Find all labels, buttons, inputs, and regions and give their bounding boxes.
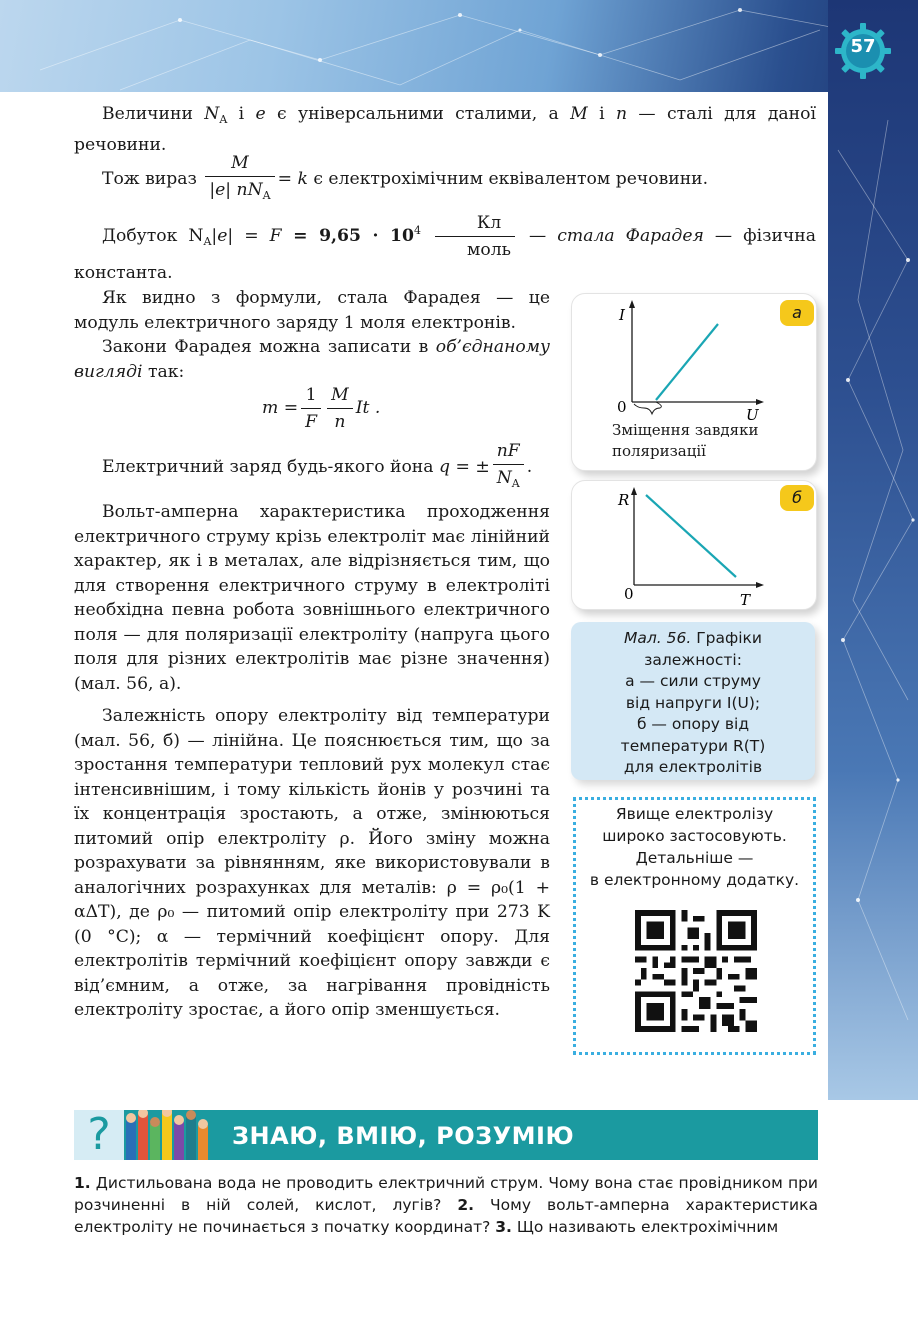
banner-title: ЗНАЮ, ВМІЮ, РОЗУМІЮ	[232, 1122, 575, 1150]
formula-unit: $\frac{Кл}{\text{моль}}$	[435, 212, 515, 261]
figure-caption: Мал. 56. Графіки залежності: а — сили струму від напруги I(U); б — опору від температури R(T) для електролітів	[571, 622, 815, 780]
graph-b-origin: 0	[624, 585, 634, 603]
graph-b-x-label: T	[740, 591, 751, 609]
question-mark-icon: ?	[87, 1109, 111, 1160]
caption-label: Мал. 56.	[623, 629, 692, 647]
paragraph-combined-law: Закони Фарадея можна записати в об’єднаному вигляді так:	[74, 337, 550, 382]
graph-current-voltage	[571, 293, 817, 471]
paragraph-universal-constants: Величини $N_A$ і e є універсальними сталими, а M і n — сталі для даної речовини.	[74, 104, 816, 155]
graph-a-origin: 0	[617, 398, 627, 416]
graph-a-note: Зміщення завдяки поляризації	[612, 421, 759, 460]
graph-a-x-label: U	[746, 406, 759, 424]
paragraph-electrochemical-equivalent: Тож вираз $\frac{M}{|e| nN_A}$ = k є електрохімічним еквівалентом речовини.	[102, 152, 816, 207]
graph-b-y-label: R	[618, 491, 630, 509]
graph-resistance-temperature	[571, 480, 817, 610]
paragraph-faraday-constant: Добуток $N_A|e| = F = 9,65 \cdot 10^4$ $\frac{Кл}{\text{моль}}$ — стала Фарадея — фізична константа.	[74, 213, 816, 283]
page-number: 57	[850, 36, 876, 57]
formula-equivalent: $\frac{M}{|e| nN_A}$	[205, 152, 274, 207]
paragraph-ion-charge: Електричний заряд будь-якого йона q = ± $\frac{nF}{N_A}$ .	[102, 441, 533, 490]
electronic-supplement-note: Явище електролізу широко застосовують. Детальніше — в електронному додатку.	[573, 797, 816, 1055]
side-background	[828, 0, 918, 1100]
graph-a-offset-bracket	[634, 402, 661, 414]
review-questions: 1. Дистильована вода не проводить електричний струм. Чому вона стає провідником при розчиненні в ній солей, кислот, лугів? 2. Чому вольт-амперна характеристика електроліту не починається з початку координат? 3. Що називають електрохімічним	[74, 1174, 818, 1236]
graph-a-line	[656, 324, 718, 400]
graph-b-line	[646, 495, 736, 577]
graph-a-y-label: I	[619, 306, 625, 324]
paragraph-resistance-temperature: Залежність опору електроліту від температури (мал. 56, б) — лінійна. Це пояснюється тим, що за зростання температури тепловий рух молекул стає інтенсивнішим, і тому кількість йонів у розчині та їх концентрація зростають, а отже, змінюються питомий опір електроліту ρ. Його зміну можна розрахувати за рівнянням, яке використовували в аналогічних розрахунках для металів: ρ = ρ₀(1 + αΔT), де ρ₀ — питомий опір електроліту при 273 K (0 °C); α — термічний коефіцієнт опору. Для електролітів термічний коефіцієнт опору завжди є від’ємним, а отже, за нагрівання провідність електроліту зростає, а його опір зменшується.	[74, 706, 550, 1020]
formula-faraday-law: m = $\frac{1}{F}$ $\frac{M}{n}$ It .	[262, 385, 381, 432]
paragraph-volt-ampere: Вольт-амперна характеристика проходження електричного струму крізь електроліт має лінійний характер, як і в металах, але відрізняється тим, що для створення електричного струму в електроліті необхідна певна робота зовнішнього електричного поля — для поляризації електроліту (напруга цього поля для різних електролітів має різне значення) (мал. 56, а).	[74, 502, 550, 694]
graph-a-tag: а	[780, 300, 814, 326]
paragraph-faraday-modulus: Як видно з формули, стала Фарадея — це модуль електричного заряду 1 моля електронів.	[74, 288, 550, 333]
graph-b-tag: б	[780, 485, 814, 511]
header-background	[0, 0, 918, 92]
qr-code-icon[interactable]	[635, 910, 757, 1032]
raised-hands-icon	[124, 1110, 224, 1160]
